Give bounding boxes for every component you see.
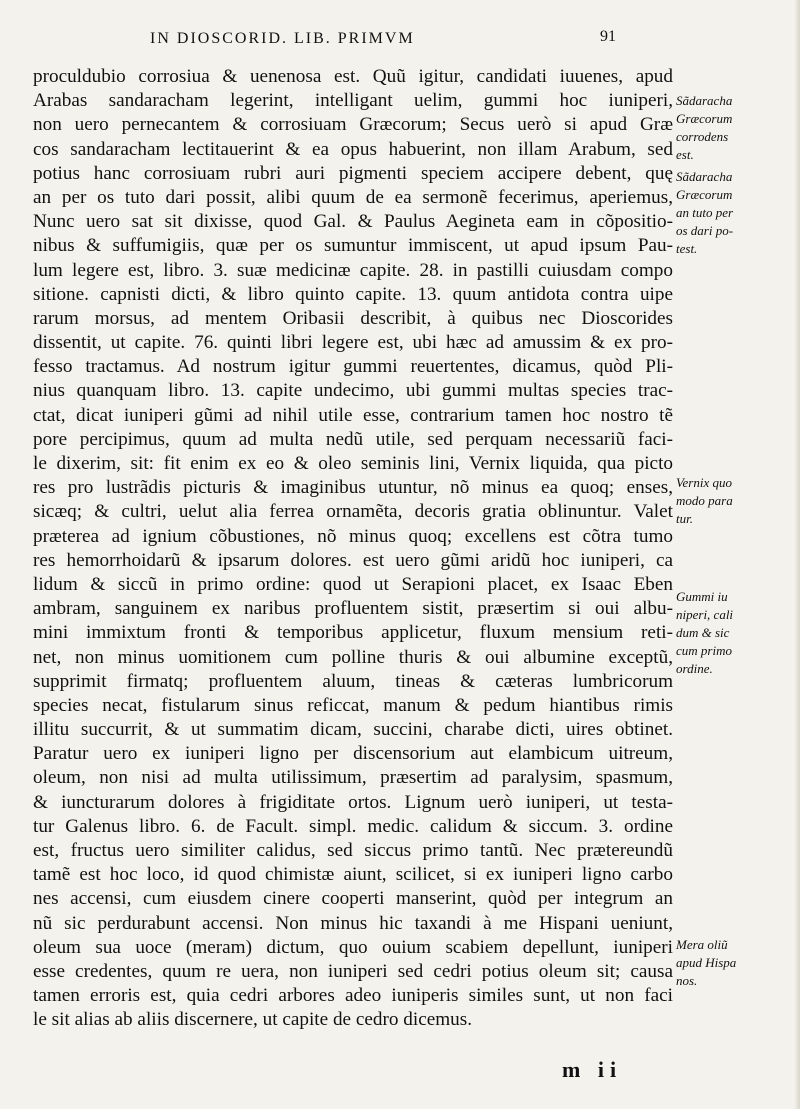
text-line: cos sandaracham lectitauerint & ea opus habuerint, non illam Arabum, sed [33, 138, 673, 160]
text-line: tamen erroris est, quia cedri arbores adeo iuniperis similes sunt, ut non faci [33, 985, 673, 1007]
text-line: nibus & suffumigiis, quæ per os sumuntur immiscent, ut apud ipsum Pau- [33, 235, 673, 257]
text-line: non uero pernecantem & corrosiuam Græcorum; Secus uerò si apud Græ [33, 114, 673, 136]
text-line: an per os tuto dari possit, alibi quum de ea sermonẽ fecerimus, aperiemus, [33, 186, 673, 208]
text-line: tur Galenus libro. 6. de Facult. simpl. medic. calidum & siccum. 3. ordine [33, 815, 673, 837]
text-line: illitu succurrit, & ut summatim dicam, succini, charabe dicti, uires obtinet. [33, 719, 673, 741]
text-line: rarum morsus, ad mentem Oribasii describit, à quibus nec Dioscorides [33, 307, 673, 329]
text-line: sitione. capnisti dicti, & libro quinto capite. 13. quum antidota contra uipe [33, 283, 673, 305]
margin-note-mera: Mera oliũ apud Hispa nos. [676, 937, 737, 988]
margin-note-sandaracha-corrodens: Sãdaracha Græcorum corrodens est. [676, 93, 733, 162]
text-line: le sit alias ab aliis discernere, ut capite de cedro dicemus. [33, 1009, 473, 1031]
text-line: net, non minus uomitionem cum polline thuris & oui albumine exceptũ, [33, 646, 673, 668]
text-line: sicæq; & cultri, uelut alia ferrea ornamẽta, decoris gratia oblinuntur. Valet [33, 501, 673, 523]
margin-note-sandaracha-per-os: Sãdaracha Græcorum an tuto per os dari po- test. [676, 169, 734, 256]
text-line: lidum & siccũ in primo ordine: quod ut Serapioni placet, ex Isaac Eben [33, 573, 673, 595]
main-text-block [33, 65, 673, 1033]
margin-note-gummi-iuniperi: Gummi iu niperi, cali dum & sic cum primo ordine. [676, 589, 734, 676]
text-line: Nunc uero sat sit dixisse, quod Gal. & Paulus Aegineta eam in cõpositio- [33, 211, 673, 233]
text-line: pore percipimus, quum ad multa nedũ utile, sed perquam necessariũ faci- [33, 428, 673, 450]
text-line: oleum, non nisi ad multa utilissimum, præsertim ad paralysim, spasmum, [33, 767, 673, 789]
text-line: le dixerim, sit: fit enim ex eo & oleo seminis lini, Vernix liquida, qua picto [33, 453, 673, 474]
text-line: res hemorrhoidarũ & ipsarum dolores. est uero gũmi aridũ hoc iuniperi, ca [33, 549, 673, 571]
text-line: ambram, sanguinem ex naribus profluentem sistit, præsertim si oui albu- [33, 598, 673, 620]
text-line: ctat, dicat iuniperi gũmi ad nihil utile esse, contrarium tamen hoc nostro tẽ [33, 404, 673, 426]
text-line: lum legere est, libro. 3. suæ medicinæ capite. 28. in pastilli cuiusdam compo [33, 259, 673, 281]
page-edge [794, 0, 800, 1109]
text-line: fesso tractamus. Ad nostrum igitur gummi reuertentes, dicamus, quòd Pli- [33, 356, 673, 378]
text-line: tamẽ est hoc loco, id quod chimistæ aiunt, scilicet, si ex iuniperi ligno carbo [33, 864, 673, 886]
text-line: nũ sic perdurabunt accensi. Non minus hic taxandi à me Hispani ueniunt, [33, 912, 673, 934]
text-line: oleum sua uoce (meram) dictum, quo ouium scabiem depellunt, iuniperi [33, 936, 673, 958]
text-line: est, fructus uero similiter calidus, sed siccus primo tantũ. Nec prætereundũ [33, 840, 673, 861]
text-line: potius hanc corrosiuam rubri auri pigmenti speciem accipere debent, quę [33, 162, 673, 184]
text-line: species necat, fistularum sinus reficcat, manum & pedum hiantibus rimis [33, 694, 673, 716]
signature-mark: m ii [562, 1057, 623, 1082]
text-line: & iuncturarum dolores à frigiditate ortos. Lignum uerò iuniperi, ut testa- [33, 791, 673, 813]
text-line: dissentit, ut capite. 76. quinti libri legere est, ubi hæc ad amussim & ex pro- [33, 332, 673, 354]
text-line: Paratur uero ex iuniperi ligno per discensorium aut elambicum uitreum, [33, 743, 673, 765]
running-title: IN DIOSCORID. LIB. PRIMVM [150, 30, 415, 47]
page-number: 91 [600, 28, 616, 45]
margin-note-vernix: Vernix quo modo para tur. [676, 475, 733, 526]
text-line: supprimit firmatq; profluentem aluum, tineas & cæteras lumbricorum [33, 670, 673, 692]
text-line: res pro lustrãdis picturis & imaginibus utuntur, nõ minus ea quoq; enses, [33, 477, 673, 499]
text-line: nius quanquam libro. 13. capite undecimo, ubi gummi multas species trac- [33, 380, 673, 402]
text-line: nes accensi, cum eiusdem cinere cooperti manserint, quòd per integrum an [33, 888, 673, 910]
text-line: proculdubio corrosiua & uenenosa est. Quũ igitur, candidati iuuenes, apud [33, 66, 673, 87]
text-line: præterea ad ignium cõbustiones, nõ minus quoq; excellens est cõtra tumo [33, 525, 673, 547]
text-line: esse credentes, quum re uera, non iuniperi sed cedri potius oleum sit; causa [33, 960, 673, 982]
text-line: mini immixtum fronti & temporibus applicetur, fluxum mensium reti- [33, 622, 673, 644]
text-line: Arabas sandaracham legerint, intelligant uelim, gummi hoc iuniperi, [33, 90, 673, 112]
